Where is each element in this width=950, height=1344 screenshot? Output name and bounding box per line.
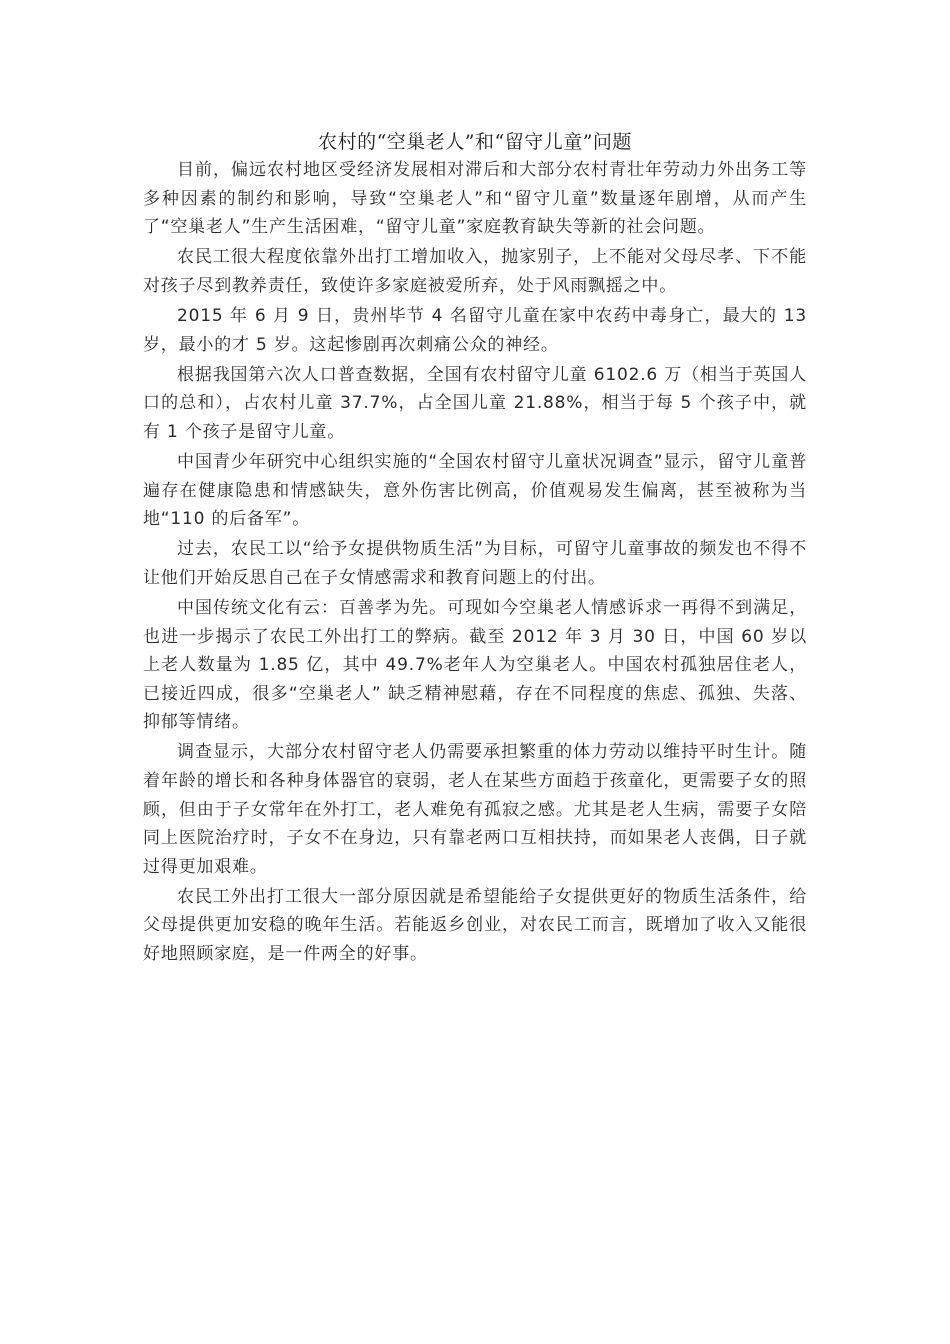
paragraph: 农民工外出打工很大一部分原因就是希望能给子女提供更好的物质生活条件，给父母提供更加安稳的晚年生活。若能返乡创业，对农民工而言，既增加了收入又能很好地照顾家庭，是一件两全的好事。 [143, 886, 807, 965]
paragraph: 中国青少年研究中心组织实施的“全国农村留守儿童状况调查”显示，留守儿童普遍存在健康隐患和情感缺失，意外伤害比例高，价值观易发生偏离，甚至被称为当地“110 的后备军”。 [143, 451, 807, 530]
paragraph: 农民工很大程度依靠外出打工增加收入，抛家别子，上不能对父母尽孝、下不能对孩子尽到教养责任，致使许多家庭被爱所弃，处于风雨飘摇之中。 [143, 247, 807, 296]
paragraph: 2015 年 6 月 9 日，贵州毕节 4 名留守儿童在家中农药中毒身亡，最大的 13 岁，最小的才 5 岁。这起惨剧再次刺痛公众的神经。 [143, 305, 807, 355]
document-body [143, 156, 807, 970]
paragraph: 过去，农民工以“给予女提供物质生活”为目标，可留守儿童事故的频发也不得不让他们开始反思自己在子女情感需求和教育问题上的付出。 [143, 539, 807, 588]
paragraph: 目前，偏远农村地区受经济发展相对滞后和大部分农村青壮年劳动力外出务工等多种因素的制约和影响，导致“空巢老人”和“留守儿童”数量逐年剧增，从而产生了“空巢老人”生产生活困难，“留守儿童”家庭教育缺失等新的社会问题。 [143, 160, 807, 238]
paragraph: 调查显示，大部分农村留守老人仍需要承担繁重的体力劳动以维持平时生计。随着年龄的增长和各种身体器官的衰弱，老人在某些方面趋于孩童化，更需要子女的照顾，但由于子女常年在外打工，老人难免有孤寂之感。尤其是老人生病，需要子女陪同上医院治疗时，子女不在身边，只有靠老两口互相扶持，而如果老人丧偶，日子就过得更加艰难。 [143, 742, 807, 877]
paragraph: 根据我国第六次人口普查数据，全国有农村留守儿童 6102.6 万（相当于英国人口的总和），占农村儿童 37.7%，占全国儿童 21.88%，相当于每 5 个孩子中，就有 1 个孩子是留守儿童。 [143, 364, 807, 442]
paragraph: 中国传统文化有云：百善孝为先。可现如今空巢老人情感诉求一再得不到满足，也进一步揭示了农民工外出打工的弊病。截至 2012 年 3 月 30 日，中国 60 岁以上老人数量为 1.85 亿，其中 49.7%老年人为空巢老人。中国农村孤独居住老人，已接近四成，很多“空巢老人” 缺乏精神慰藉，存在不同程度的焦虑、孤独、失落、抑郁等情绪。 [143, 597, 807, 733]
document-title: 农村的“空巢老人”和“留守儿童”问题 [318, 131, 632, 153]
